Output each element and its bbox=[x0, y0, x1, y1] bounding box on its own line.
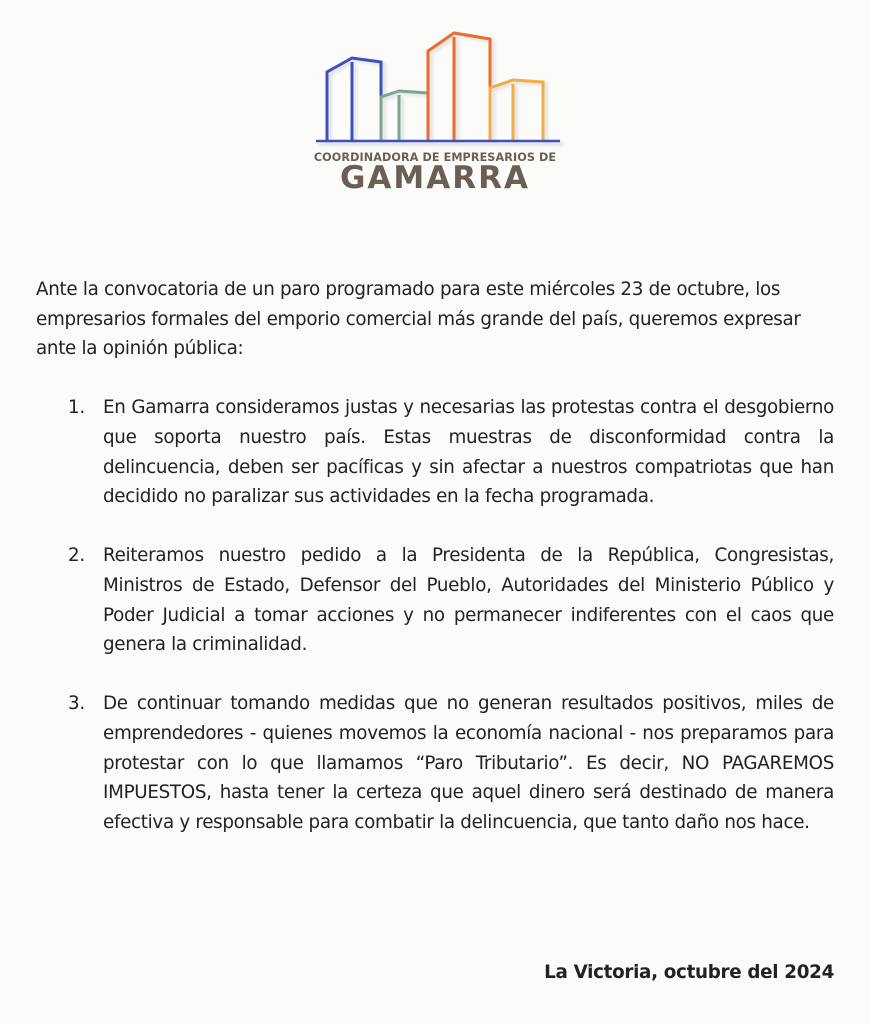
list-item-number: 1. bbox=[68, 397, 85, 419]
statement-body bbox=[36, 275, 834, 837]
list-item-number: 3. bbox=[68, 693, 85, 715]
list-item bbox=[36, 541, 834, 659]
list-item-text: En Gamarra consideramos justas y necesarias las protestas contra el desgobierno que soporta nuestro país. Estas muestras de disconformidad contra la delincuencia, deben ser pacíficas y sin afectar a nuestros compatriotas que han decidido no paralizar sus actividades en la fecha programada. bbox=[103, 397, 834, 508]
logo-name: GAMARRA bbox=[339, 160, 530, 196]
list-item bbox=[36, 689, 834, 837]
list-item bbox=[36, 393, 834, 511]
intro-paragraph: Ante la convocatoria de un paro programado para este miércoles 23 de octubre, los empresarios formales del emporio comercial más grande del país, queremos expresar ante la opinión pública: bbox=[36, 279, 801, 360]
list-item-text: De continuar tomando medidas que no generan resultados positivos, miles de emprendedores - quienes movemos la economía nacional - nos preparamos para protestar con lo que llamamos “Paro Tributario”. Es decir, NO PAGAREMOS IMPUESTOS, hasta tener la certeza que aquel dinero será destinado de manera efectiva y responsable para combatir la delincuencia, que tanto daño nos hace. bbox=[103, 693, 834, 833]
list-item-text: Reiteramos nuestro pedido a la Presidenta de la República, Congresistas, Ministros de Estado, Defensor del Pueblo, Autoridades del Ministerio Público y Poder Judicial a tomar acciones y no permanecer indiferentes con el caos que genera la criminalidad. bbox=[103, 545, 834, 656]
gamarra-logo bbox=[285, 20, 585, 198]
statement-list bbox=[36, 393, 834, 837]
logo-subtitle: COORDINADORA DE EMPRESARIOS DE bbox=[313, 151, 557, 164]
buildings-logo-icon bbox=[285, 20, 585, 150]
list-item-number: 2. bbox=[68, 545, 85, 567]
place-date-signature: La Victoria, octubre del 2024 bbox=[544, 962, 834, 983]
